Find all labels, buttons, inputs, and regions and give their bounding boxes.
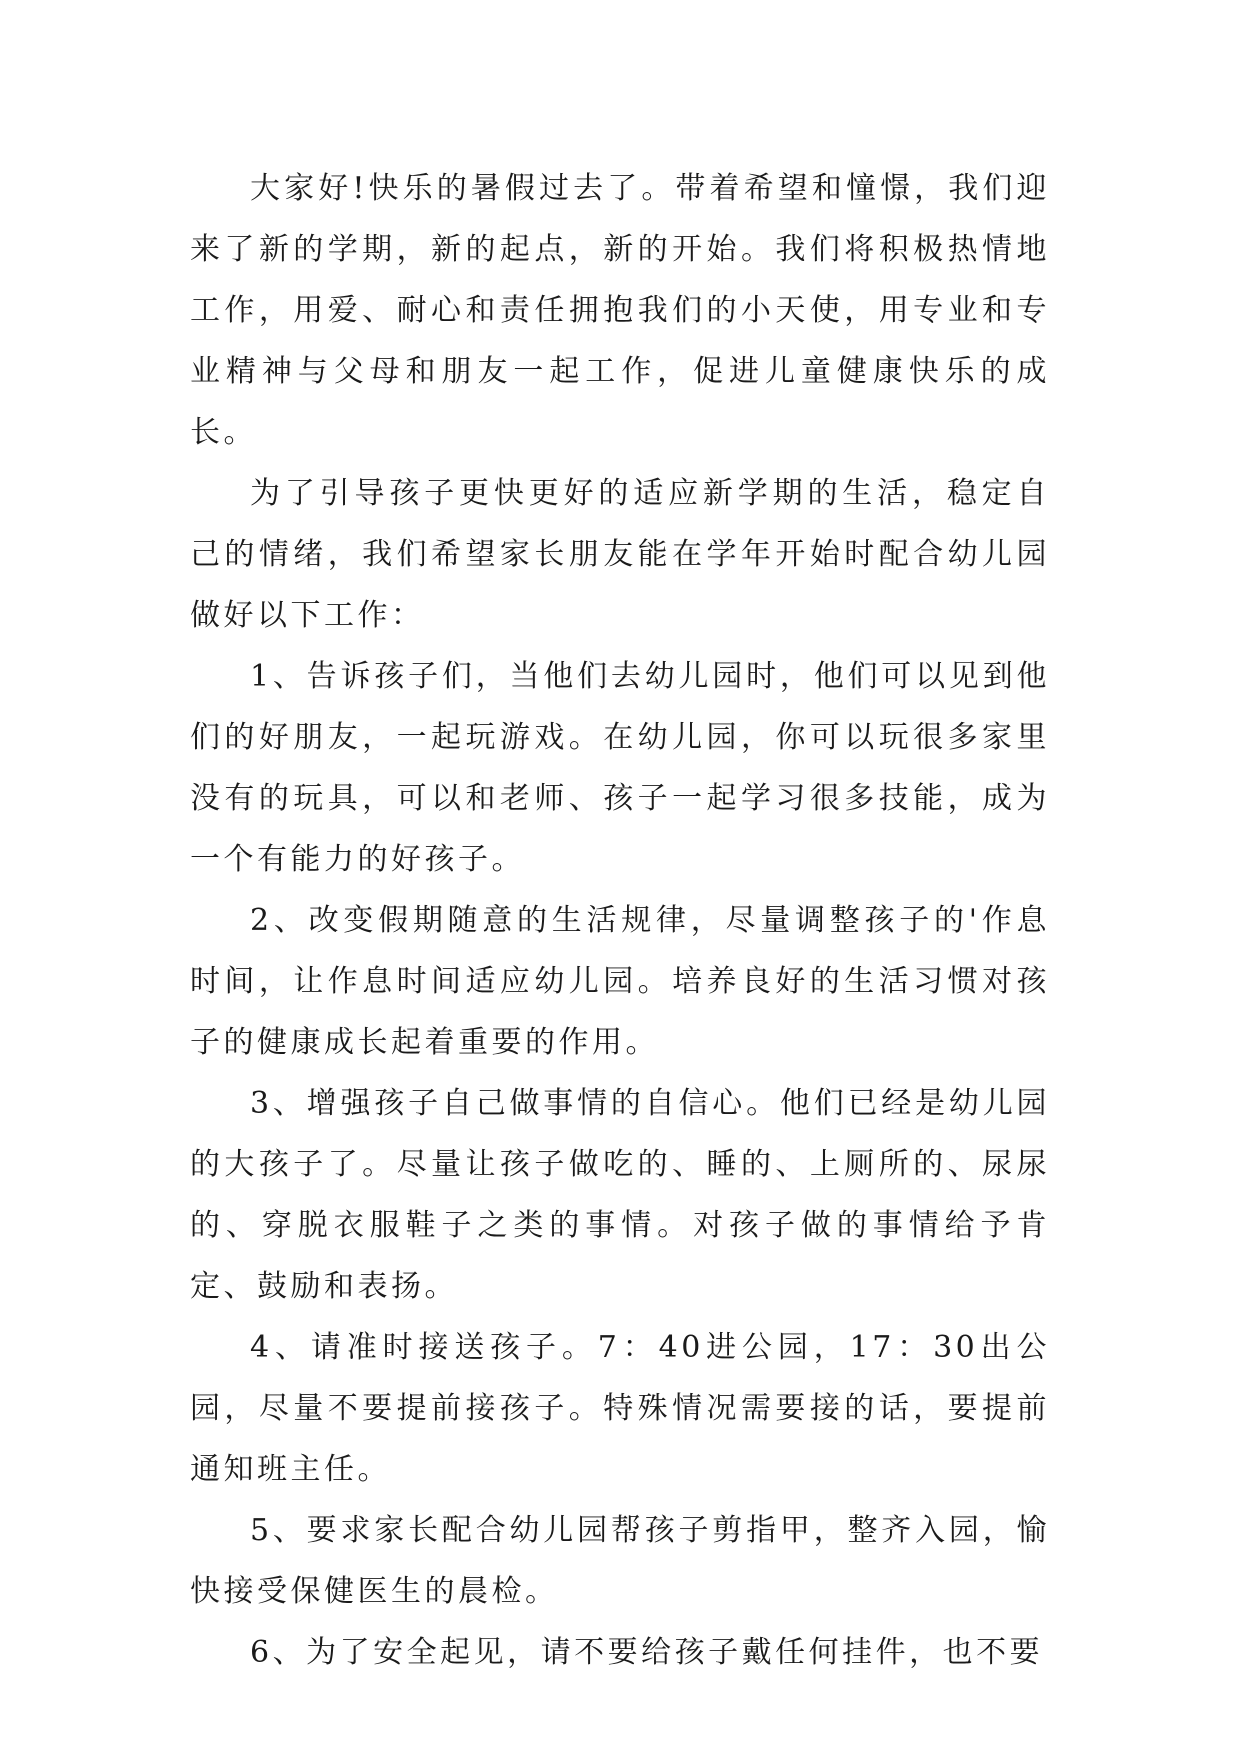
- paragraph-item-1: 1、告诉孩子们，当他们去幼儿园时，他们可以见到他们的好朋友，一起玩游戏。在幼儿园，你可以玩很多家里没有的玩具，可以和老师、孩子一起学习很多技能，成为一个有能力的好孩子。: [190, 659, 1050, 877]
- paragraph-item-4: 4、请准时接送孩子。7：40进公园，17：30出公园，尽量不要提前接孩子。特殊情况需要接的话，要提前通知班主任。: [190, 1330, 1050, 1487]
- paragraph-greeting: 大家好!快乐的暑假过去了。带着希望和憧憬，我们迎来了新的学期，新的起点，新的开始。我们将积极热情地工作，用爱、耐心和责任拥抱我们的小天使，用专业和专业精神与父母和朋友一起工作，促进儿童健康快乐的成长。: [190, 171, 1050, 450]
- paragraph-item-3: 3、增强孩子自己做事情的自信心。他们已经是幼儿园的大孩子了。尽量让孩子做吃的、睡的、上厕所的、尿尿的、穿脱衣服鞋子之类的事情。对孩子做的事情给予肯定、鼓励和表扬。: [190, 1086, 1050, 1304]
- paragraph-intro: 为了引导孩子更快更好的适应新学期的生活，稳定自己的情绪，我们希望家长朋友能在学年开始时配合幼儿园做好以下工作：: [190, 476, 1050, 633]
- paragraph-item-2: 2、改变假期随意的生活规律，尽量调整孩子的'作息时间，让作息时间适应幼儿园。培养良好的生活习惯对孩子的健康成长起着重要的作用。: [190, 903, 1050, 1060]
- paragraph-item-6: 6、为了安全起见，请不要给孩子戴任何挂件，也不要: [250, 1635, 1044, 1670]
- paragraph-item-5: 5、要求家长配合幼儿园帮孩子剪指甲，整齐入园，愉快接受保健医生的晨检。: [190, 1513, 1050, 1609]
- document-body: [190, 158, 1050, 1683]
